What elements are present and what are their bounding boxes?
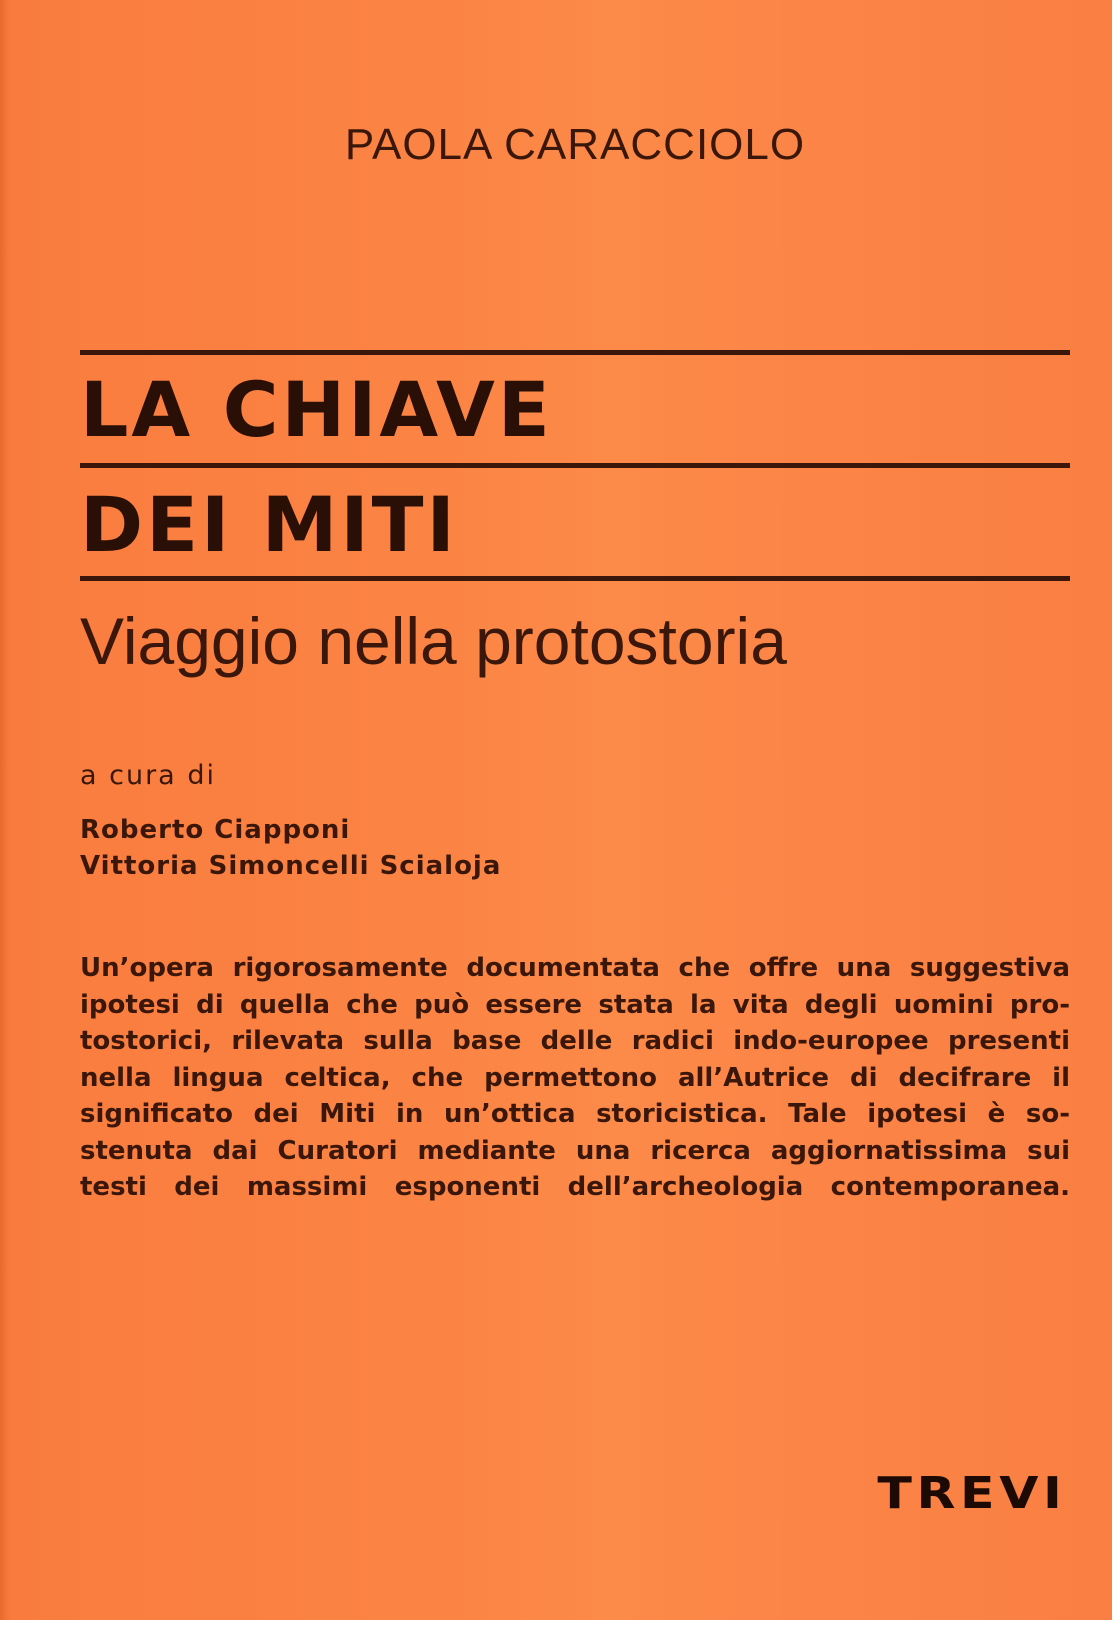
subtitle: Viaggio nella protostoria <box>80 604 787 678</box>
blurb-line: stenuta dai Curatori mediante una ricerca aggiornatissima sui <box>80 1135 1070 1166</box>
blurb-line: testi dei massimi esponenti dell’archeologia contemporanea. <box>80 1172 1070 1202</box>
blurb-line: Un’opera rigorosamente documentata che offre una suggestiva <box>80 953 1070 983</box>
blurb-line: nella lingua celtica, che permettono all’Autrice di decifrare il <box>80 1062 1070 1093</box>
curator-name: Roberto Ciapponi <box>80 815 351 845</box>
title-rule-top <box>80 350 1070 355</box>
blurb-paragraph <box>80 950 1070 1206</box>
author-name: PAOLA CARACCIOLO <box>344 120 806 169</box>
title-rule-middle <box>80 463 1070 468</box>
blurb-line: tostorici, rilevata sulla base delle radici indo-europee presenti <box>80 1026 1070 1056</box>
curator-name: Vittoria Simoncelli Scialoja <box>80 851 502 881</box>
title-line-1: LA CHIAVE <box>80 365 553 454</box>
title-rule-bottom <box>80 576 1070 581</box>
blurb-line: significato dei Miti in un’ottica storicistica. Tale ipotesi è so- <box>80 1099 1070 1129</box>
title-line-2: DEI MITI <box>80 480 458 569</box>
curators-label: a cura di <box>80 760 216 791</box>
publisher-logo: TREVI <box>876 1468 1066 1519</box>
blurb-line: ipotesi di quella che può essere stata la vita degli uomini pro- <box>80 989 1070 1020</box>
